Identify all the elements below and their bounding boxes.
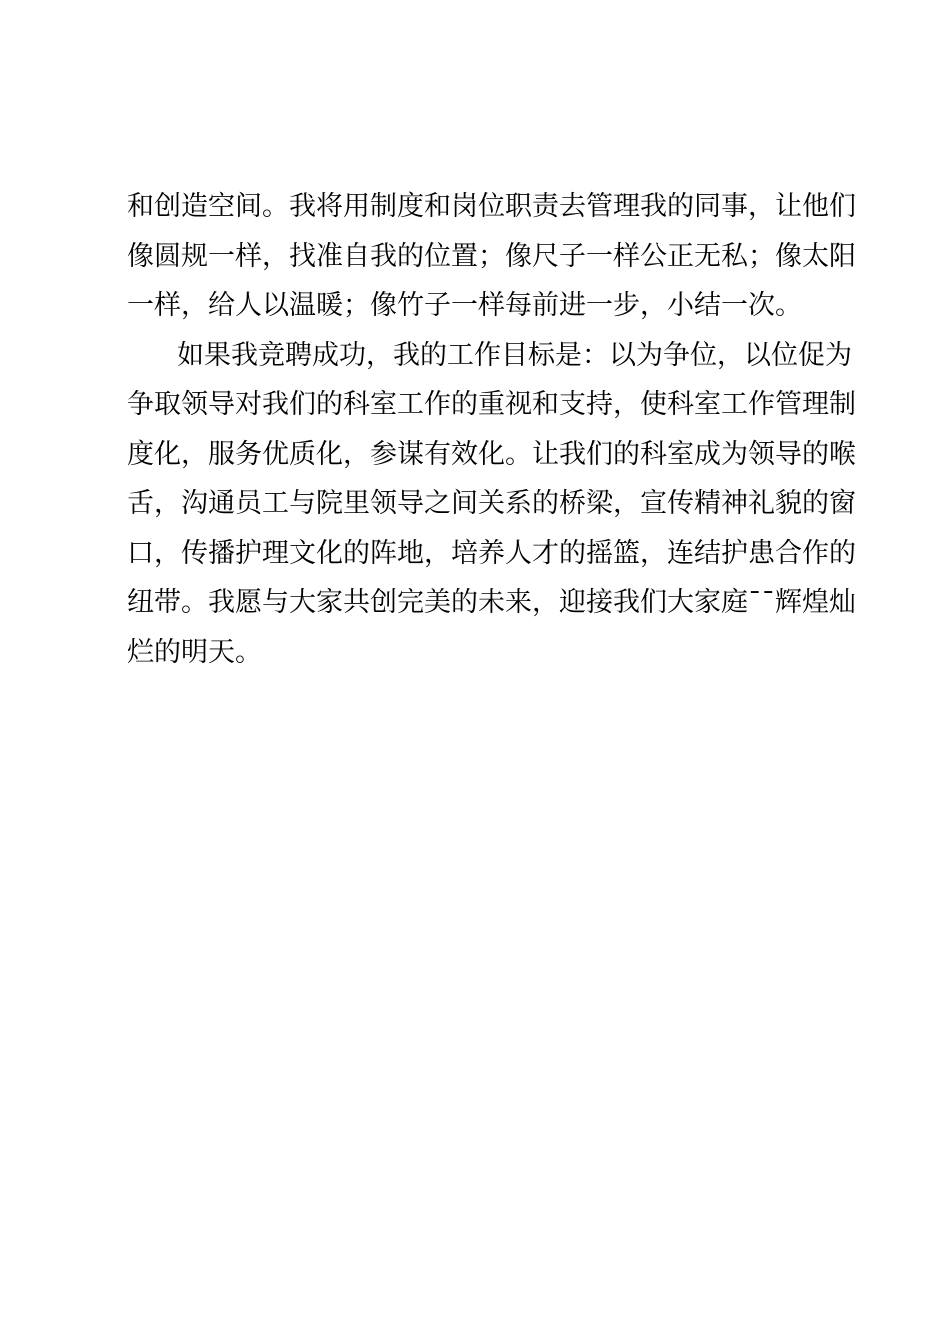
- text-line: 争取领导对我们的科室工作的重视和支持，使科室工作管理制: [127, 389, 856, 420]
- text-line: 度化，服务优质化，参谋有效化。让我们的科室成为领导的喉: [127, 438, 856, 470]
- text-line: 像圆规一样，找准自我的位置；像尺子一样公正无私；像太阳: [127, 240, 856, 272]
- document-body: [127, 182, 856, 677]
- text-line: 烂的明天。: [127, 636, 262, 668]
- text-line: 一样，给人以温暖；像竹子一样每前进一步，小结一次。: [127, 290, 802, 321]
- paragraph-1: [127, 182, 856, 331]
- text-line: 和创造空间。我将用制度和岗位职责去管理我的同事，让他们: [127, 191, 856, 222]
- text-line: 舌，沟通员工与院里领导之间关系的桥梁，宣传精神礼貌的窗: [127, 488, 856, 519]
- text-line: 如果我竞聘成功，我的工作目标是：以为争位，以位促为: [177, 339, 852, 371]
- text-line: 纽带。我愿与大家共创完美的未来，迎接我们大家庭¯¯辉煌灿: [127, 587, 856, 618]
- text-line: 口，传播护理文化的阵地，培养人才的摇篮，连结护患合作的: [127, 537, 856, 569]
- paragraph-2: [127, 331, 856, 678]
